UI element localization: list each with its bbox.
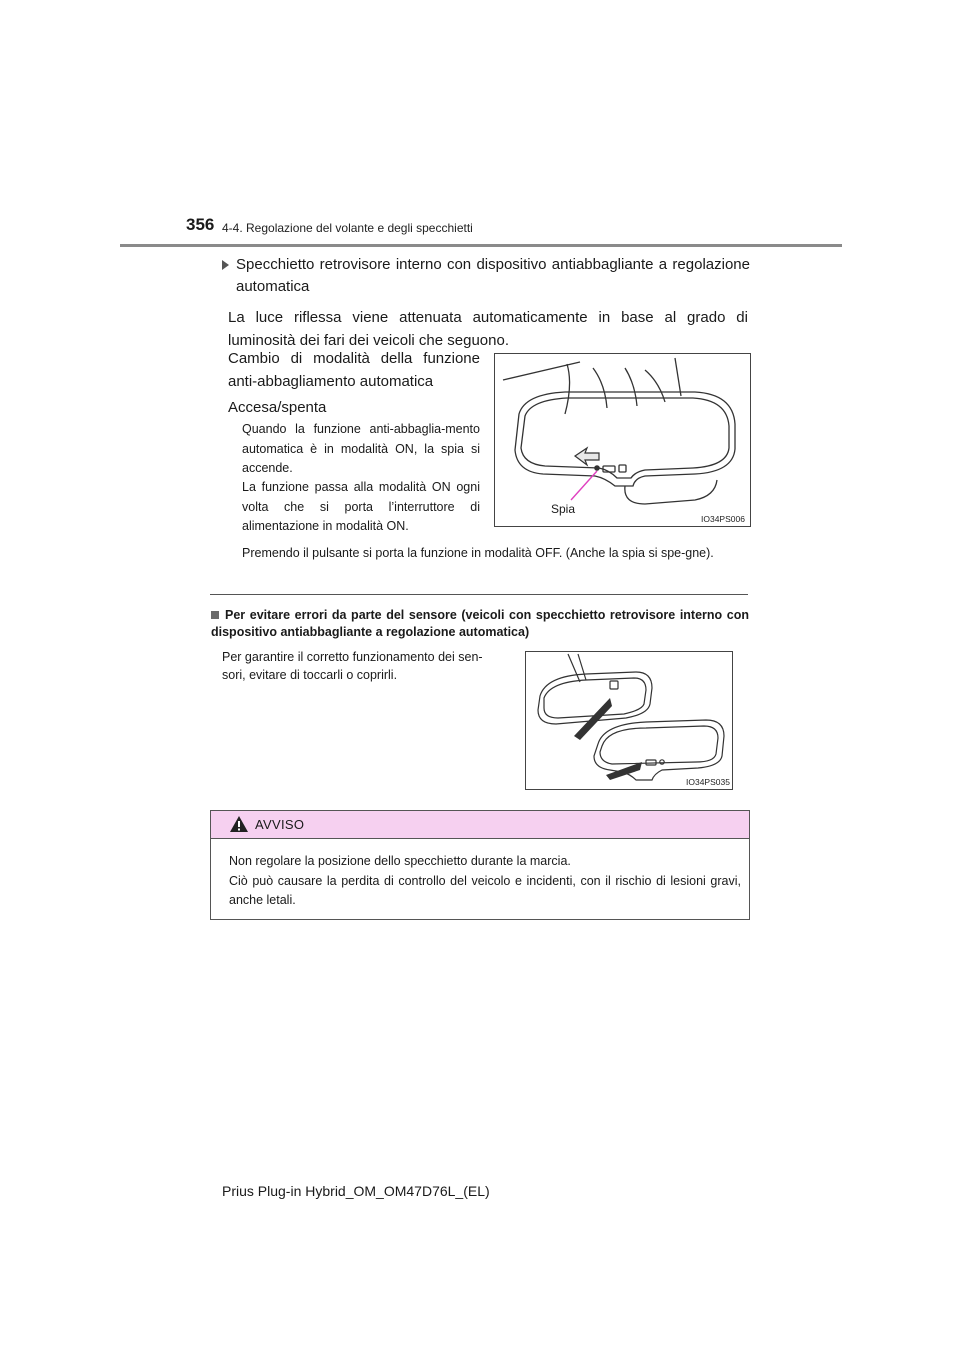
explanation-on: Quando la funzione anti-abbaglia-mento automatica è in modalità ON, la spia si accende.	[242, 422, 480, 475]
arrow-icon	[575, 448, 599, 465]
intro-paragraph: La luce riflessa viene attenuata automaticamente in base al grado di luminosità dei fari dei veicoli che seguono.	[228, 309, 748, 349]
section-title: 4-4. Regolazione del volante e degli specchietti	[222, 221, 473, 235]
figure-code: IO34PS006	[701, 514, 745, 524]
mirror-sensors-illustration	[526, 652, 732, 789]
section-separator	[210, 594, 748, 595]
warning-triangle-icon	[229, 815, 249, 833]
warning-line-1: Non regolare la posizione dello specchietto durante la marcia.	[229, 854, 571, 868]
sensor-arrow-icon-2	[606, 762, 642, 780]
square-bullet-icon	[211, 611, 219, 619]
triangle-bullet-icon	[222, 260, 229, 270]
mirror-figure	[494, 353, 751, 527]
sensor-arrow-icon	[574, 698, 612, 740]
explanation-off: Premendo il pulsante si porta la funzione in modalità OFF. (Anche la spia si spe-gne).	[242, 546, 714, 560]
sensors-figure	[525, 651, 733, 790]
warning-header	[211, 811, 749, 839]
indicator-light-icon	[594, 465, 600, 471]
subheading-text: Specchietto retrovisore interno con dispositivo antiabbagliante a regolazione automatica	[236, 256, 750, 295]
note-heading-text: Per evitare errori da parte del sensore (veicoli con specchietto retrovisore interno con dispositivo antiabbagliante a regolazione automatica)	[211, 608, 749, 639]
indicator-label: Spia	[551, 502, 576, 516]
header-rule	[120, 244, 842, 247]
warning-text	[229, 852, 741, 911]
note-body: Per garantire il corretto funzionamento dei sen- sori, evitare di toccarli o coprirli.	[222, 650, 483, 682]
warning-title: AVVISO	[255, 817, 305, 832]
warning-line-2: Ciò può causare la perdita di controllo del veicolo e incidenti, con il rischio di lesioni gravi, anche letali.	[229, 873, 741, 907]
on-off-label: Accesa/spenta	[228, 399, 327, 416]
note-heading	[211, 607, 749, 641]
subheading	[222, 254, 750, 298]
warning-box	[210, 810, 750, 920]
footer-document-id: Prius Plug-in Hybrid_OM_OM47D76L_(EL)	[222, 1183, 490, 1199]
page-number: 356	[186, 215, 215, 234]
mode-change-paragraph: Cambio di modalità della funzione anti-abbagliamento automatica	[228, 350, 480, 390]
rearview-mirror-illustration	[495, 354, 750, 526]
explanation-power-switch: La funzione passa alla modalità ON ogni volta che si porta l’interruttore di alimentazione in modalità ON.	[242, 480, 480, 533]
figure-code: IO34PS035	[686, 777, 730, 787]
